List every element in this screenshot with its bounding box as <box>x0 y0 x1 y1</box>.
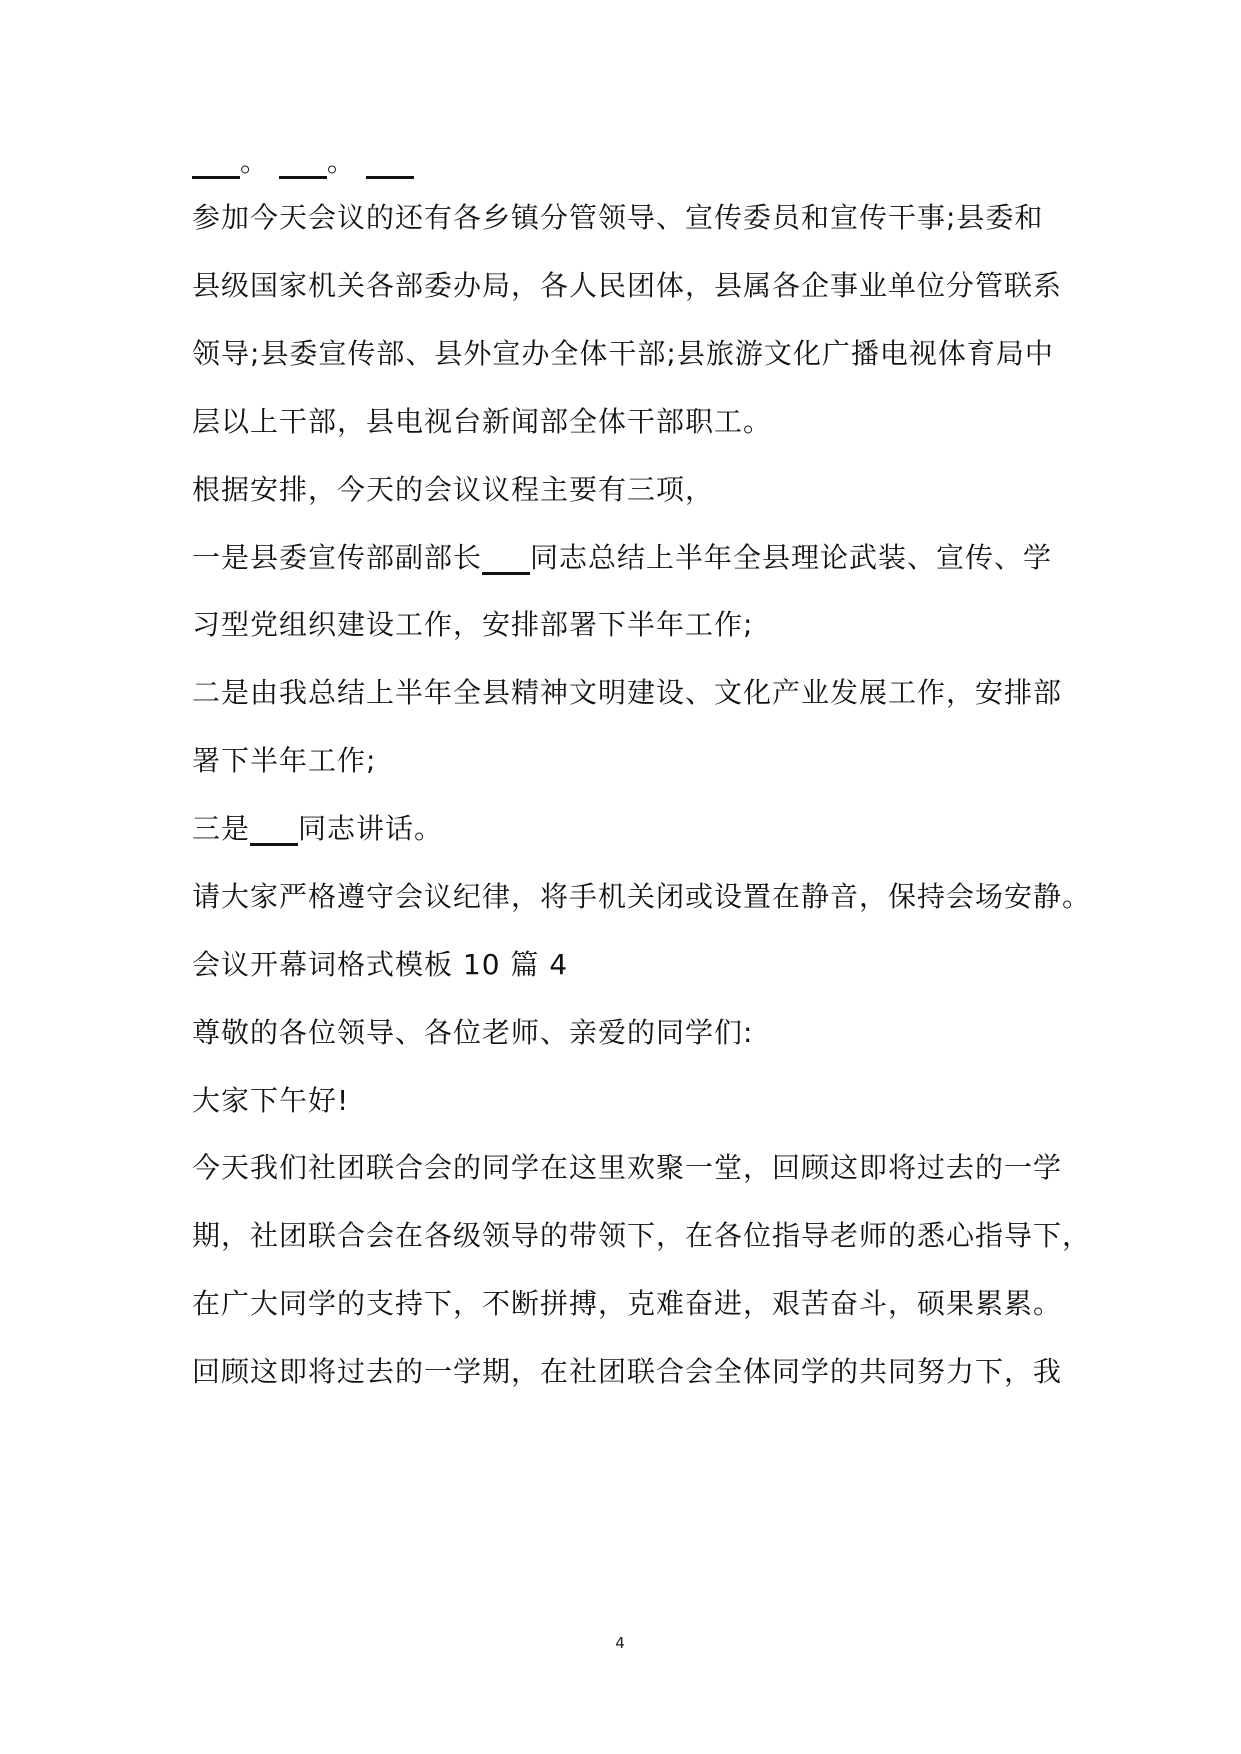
paragraph-2-line-1: 今天我们社团联合会的同学在这里欢聚一堂，回顾这即将过去的一学 <box>192 1151 1063 1184</box>
agenda-item-3-after: 同志讲话。 <box>298 812 444 845</box>
paragraph-2-line-3: 在广大同学的支持下，不断拼搏，克难奋进，艰苦奋斗，硕果累累。 <box>192 1287 1063 1320</box>
agenda-intro: 根据安排，今天的会议议程主要有三项， <box>192 473 715 506</box>
agenda-item-3-blank <box>250 815 298 846</box>
paragraph-1-line-3: 领导;县委宣传部、县外宣办全体干部;县旅游文化广播电视体育局中 <box>192 337 1054 370</box>
paragraph-1-line-4: 层以上干部，县电视台新闻部全体干部职工。 <box>192 405 773 438</box>
blank-3 <box>366 148 414 179</box>
agenda-item-1-before: 一是县委宣传部副部长 <box>192 541 483 574</box>
blank-2 <box>279 148 327 179</box>
top-blanks-line <box>192 142 1072 182</box>
agenda-item-1-after: 同志总结上半年全县理论武装、宣传、学 <box>530 541 1053 574</box>
separator-1: 。 <box>240 145 270 178</box>
blank-1 <box>192 148 240 179</box>
paragraph-1-line-1: 参加今天会议的还有各乡镇分管领导、宣传委员和宣传干事;县委和 <box>192 201 1044 234</box>
paragraph-2-line-4: 回顾这即将过去的一学期，在社团联合会全体同学的共同努力下，我 <box>192 1355 1063 1388</box>
agenda-item-1-line-2: 习型党组织建设工作，安排部署下半年工作; <box>192 608 754 641</box>
agenda-item-1-line-1 <box>192 538 1072 578</box>
agenda-item-3-before: 三是 <box>192 812 251 845</box>
salutation: 尊敬的各位领导、各位老师、亲爱的同学们: <box>192 1016 754 1049</box>
agenda-item-2-line-1: 二是由我总结上半年全县精神文明建设、文化产业发展工作，安排部 <box>192 676 1063 709</box>
page-number: 4 <box>615 1634 625 1652</box>
agenda-item-2-line-2: 署下半年工作; <box>192 744 377 777</box>
discipline-notice: 请大家严格遵守会议纪律，将手机关闭或设置在静音，保持会场安静。 <box>192 880 1092 913</box>
agenda-item-1-blank <box>482 544 530 575</box>
paragraph-1-line-2: 县级国家机关各部委办局，各人民团体，县属各企事业单位分管联系 <box>192 269 1063 302</box>
separator-2: 。 <box>326 145 356 178</box>
agenda-item-3 <box>192 809 1072 849</box>
paragraph-2-line-2: 期，社团联合会在各级领导的带领下，在各位指导老师的悉心指导下， <box>192 1219 1092 1252</box>
section-title: 会议开幕词格式模板 10 篇 4 <box>192 948 569 981</box>
greeting: 大家下午好! <box>192 1084 350 1117</box>
